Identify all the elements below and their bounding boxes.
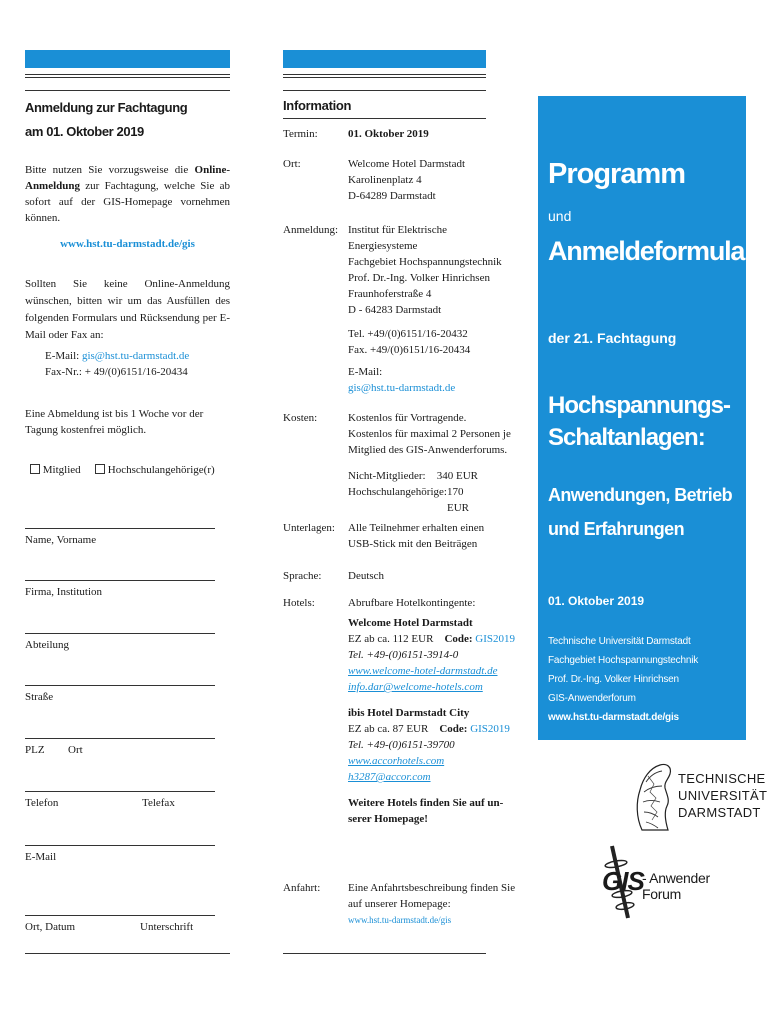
left-title-line1: Anmeldung zur Fachtagung bbox=[25, 100, 188, 115]
info-heading-rule bbox=[283, 118, 486, 119]
mid-top-rule bbox=[283, 74, 486, 78]
fax-label: Telefax bbox=[142, 797, 175, 809]
cover-url[interactable]: www.hst.tu-darmstadt.de/gis bbox=[548, 712, 679, 723]
price-university: Hochschulangehörige: 170 EUR bbox=[348, 486, 469, 514]
phone-label: Telefon bbox=[25, 797, 59, 809]
tu-darmstadt-logo bbox=[634, 762, 768, 834]
hotel1-mail-link[interactable]: info.dar@welcome-hotels.com bbox=[348, 681, 483, 693]
department-label: Abteilung bbox=[25, 639, 69, 651]
signature-label: Unterschrift bbox=[140, 921, 194, 933]
mid-bottom-rule bbox=[283, 953, 486, 954]
left-para2: Sollten Sie keine Online-Anmeldung wünschen, bitten wir um das Ausfüllen des folgenden Formulars und Rücksendung per E-Mail oder Fax an: bbox=[25, 278, 230, 341]
more-hotels: Weitere Hotels finden Sie auf un- serer Homepage! bbox=[348, 797, 504, 825]
cover-org: Technische Universität Darmstadt Fachgebiet Hochspannungstechnik Prof. Dr.-Ing. Volker Hinrichsen GIS-Anwenderforum www.hst.tu-darmstadt.de/gis bbox=[548, 632, 698, 727]
hotel1: Welcome Hotel Darmstadt EZ ab ca. 112 EUR Code: GIS2019 Tel. +49-(0)6151-3914-0 www.welcome-hotel-darmstadt.de info.dar@welcome-hotels.com bbox=[348, 617, 516, 693]
phone-fax-line[interactable] bbox=[25, 791, 215, 792]
info-heading: Information bbox=[283, 98, 352, 113]
mid-top-bar bbox=[283, 50, 486, 68]
gis-forum-text: - Anwender Forum bbox=[642, 870, 710, 902]
hotel2-mail-link[interactable]: h3287@accor.com bbox=[348, 771, 431, 783]
info-email-link[interactable]: gis@hst.tu-darmstadt.de bbox=[348, 382, 456, 394]
registration-address: Institut für Elektrische Energiesysteme Fachgebiet Hochspannungstechnik Prof. Dr.-Ing. Volker Hinrichsen Fraunhoferstraße 4 D - 64283 Darmstadt Tel. +49/(0)6151/16-20432 Fax. +49/(0)6151/16-20434 E-Mail: gis@hst.tu-darmstadt.de bbox=[348, 222, 518, 396]
registration-fax: Fax. +49/(0)6151/16-20434 bbox=[348, 344, 471, 356]
hotel2: ibis Hotel Darmstadt City EZ ab ca. 87 EUR Code: GIS2019 Tel. +49-(0)6151-39700 www.accorhotels.com h3287@accor.com bbox=[348, 707, 510, 783]
city-label: Ort bbox=[68, 744, 83, 756]
hotel1-web-link[interactable]: www.welcome-hotel-darmstadt.de bbox=[348, 665, 498, 677]
language: Deutsch bbox=[348, 570, 385, 582]
cover-subtitle: der 21. Fachtagung bbox=[548, 330, 677, 346]
street-label: Straße bbox=[25, 691, 54, 703]
checkbox-member-box[interactable] bbox=[30, 464, 40, 474]
cover-date: 01. Oktober 2019 bbox=[548, 594, 645, 608]
online-registration-highlight: Online-Anmeldung bbox=[25, 164, 230, 192]
name-label: Name, Vorname bbox=[25, 534, 97, 546]
place-date-label: Ort, Datum bbox=[25, 921, 76, 933]
street-line[interactable] bbox=[25, 685, 215, 686]
left-bottom-rule bbox=[25, 953, 230, 954]
venue-address: Welcome Hotel Darmstadt Karolinenplatz 4 D-64289 Darmstadt bbox=[348, 158, 466, 202]
costs: Kostenlos für Vortragende. Kostenlos für maximal 2 Personen je Mitglied des GIS-Anwenderforums. Nicht-Mitglieder: 340 EUR Hochschulangehörige: 170 EUR bbox=[348, 412, 511, 514]
cover-topic: Hochspannungs- Schaltanlagen: bbox=[548, 392, 730, 451]
cover-topic-sub: Anwendungen, Betrieb und Erfahrungen bbox=[548, 485, 733, 539]
left-top-bar bbox=[25, 50, 230, 68]
zip-city-line[interactable] bbox=[25, 738, 215, 739]
price-non-members: Nicht-Mitglieder: 340 EUR bbox=[348, 470, 478, 482]
left-contact: E-Mail: gis@hst.tu-darmstadt.de Fax-Nr.: + 49/(0)6151/16-20434 bbox=[45, 350, 190, 378]
event-date: 01. Oktober 2019 bbox=[348, 128, 429, 140]
checkbox-university[interactable]: Hochschulangehörige(r) bbox=[95, 462, 215, 478]
mid-rule-2 bbox=[283, 90, 486, 91]
gis-forum-logo bbox=[598, 842, 748, 922]
checkbox-university-box[interactable] bbox=[95, 464, 105, 474]
left-rule-2 bbox=[25, 90, 230, 91]
info-block: Termin: 01. Oktober 2019 Ort: Welcome Hotel Darmstadt Karolinenplatz 4 D-64289 Darmstadt Anmeldung: Institut für Elektrische Energiesysteme Fachgebiet Hochspannungstechnik Prof. Dr.-Ing. Volker Hinrichsen Fraunhoferstraße 4 D - 64283 Darmstadt Tel. +49/(0)6151/16-20432 Fax. +49/(0)6151/16-20434 E-Mail: gis@hst.tu-darmstadt.de Kosten: Kostenlos für Vortragende. Kostenlos für maximal 2 Personen je Mitglied des GIS-Anwenderforums. Nicht-Mitglieder: 340 EUR Hochschulangehörige: 170 EUR Unterlagen: Alle Teilnehmer erhalten einen USB-Stick mit den Beiträgen Sprache: Deutsch Hotels: Abrufbare Hotelkontingente: Welcome Hotel Darmstadt EZ ab ca. 112 EUR Code: GIS2019 Tel. +49-(0)6151-3914-0 www.welcome-hotel-darmstadt.de info.dar@welcome-hotels.com ibis Hotel Darmstadt City EZ ab ca. 87 EUR Code: GIS2019 Tel. +49-(0)6151-39700 www.accorhotels.com h3287@accor.com Weitere Hotels finden Sie auf un- serer Homepage! Anfahrt: Eine Anfahrtsbeschreibung finden Sie auf unserer Homepage: www.hst.tu-darmstadt.de/gis bbox=[283, 126, 493, 936]
materials: Alle Teilnehmer erhalten einen USB-Stick mit den Beiträgen bbox=[348, 522, 485, 550]
directions-link[interactable]: www.hst.tu-darmstadt.de/gis bbox=[348, 915, 452, 925]
checkbox-member[interactable]: Mitglied bbox=[30, 462, 81, 478]
firm-line[interactable] bbox=[25, 580, 215, 581]
name-line[interactable] bbox=[25, 528, 215, 529]
zip-label: PLZ bbox=[25, 744, 45, 756]
left-top-rule bbox=[25, 74, 230, 78]
left-intro: Bitte nutzen Sie vorzugsweise die Online-Anmeldung zur Fachtagung, welche Sie ab sofort auf der GIS-Homepage vornehmen können. bbox=[25, 164, 230, 224]
directions: Eine Anfahrtsbeschreibung finden Sie auf unserer Homepage: www.hst.tu-darmstadt.de/gis bbox=[348, 880, 518, 928]
cover-programm: Programm bbox=[548, 158, 686, 190]
cover-anmeldeformular: Anmeldeformular bbox=[548, 236, 754, 266]
cancellation-note: Eine Abmeldung ist bis 1 Woche vor der Tagung kostenfrei möglich. bbox=[25, 408, 204, 436]
firm-label: Firma, Institution bbox=[25, 586, 102, 598]
cover-panel bbox=[538, 96, 754, 740]
hotel2-web-link[interactable]: www.accorhotels.com bbox=[348, 755, 445, 767]
registration-url[interactable]: www.hst.tu-darmstadt.de/gis bbox=[60, 238, 195, 250]
place-date-signature-line[interactable] bbox=[25, 915, 215, 916]
cover-und: und bbox=[548, 208, 572, 224]
athene-head-icon bbox=[634, 762, 674, 834]
left-email-link[interactable]: gis@hst.tu-darmstadt.de bbox=[81, 350, 190, 362]
email-line[interactable] bbox=[25, 845, 215, 846]
left-title-line2: am 01. Oktober 2019 bbox=[25, 124, 144, 139]
tu-logo-text: TECHNISCHE UNIVERSITÄT DARMSTADT bbox=[678, 771, 768, 820]
email-label: E-Mail bbox=[25, 851, 57, 863]
department-line[interactable] bbox=[25, 633, 215, 634]
registration-phone: Tel. +49/(0)6151/16-20432 bbox=[348, 328, 468, 340]
gis-mark: GIS bbox=[602, 866, 644, 896]
left-title bbox=[25, 96, 187, 144]
hotels: Abrufbare Hotelkontingente: Welcome Hotel Darmstadt EZ ab ca. 112 EUR Code: GIS2019 Tel. +49-(0)6151-3914-0 www.welcome-hotel-darmstadt.de info.dar@welcome-hotels.com ibis Hotel Darmstadt City EZ ab ca. 87 EUR Code: GIS2019 Tel. +49-(0)6151-39700 www.accorhotels.com h3287@accor.com Weitere Hotels finden Sie auf un- serer Homepage! bbox=[348, 595, 518, 827]
